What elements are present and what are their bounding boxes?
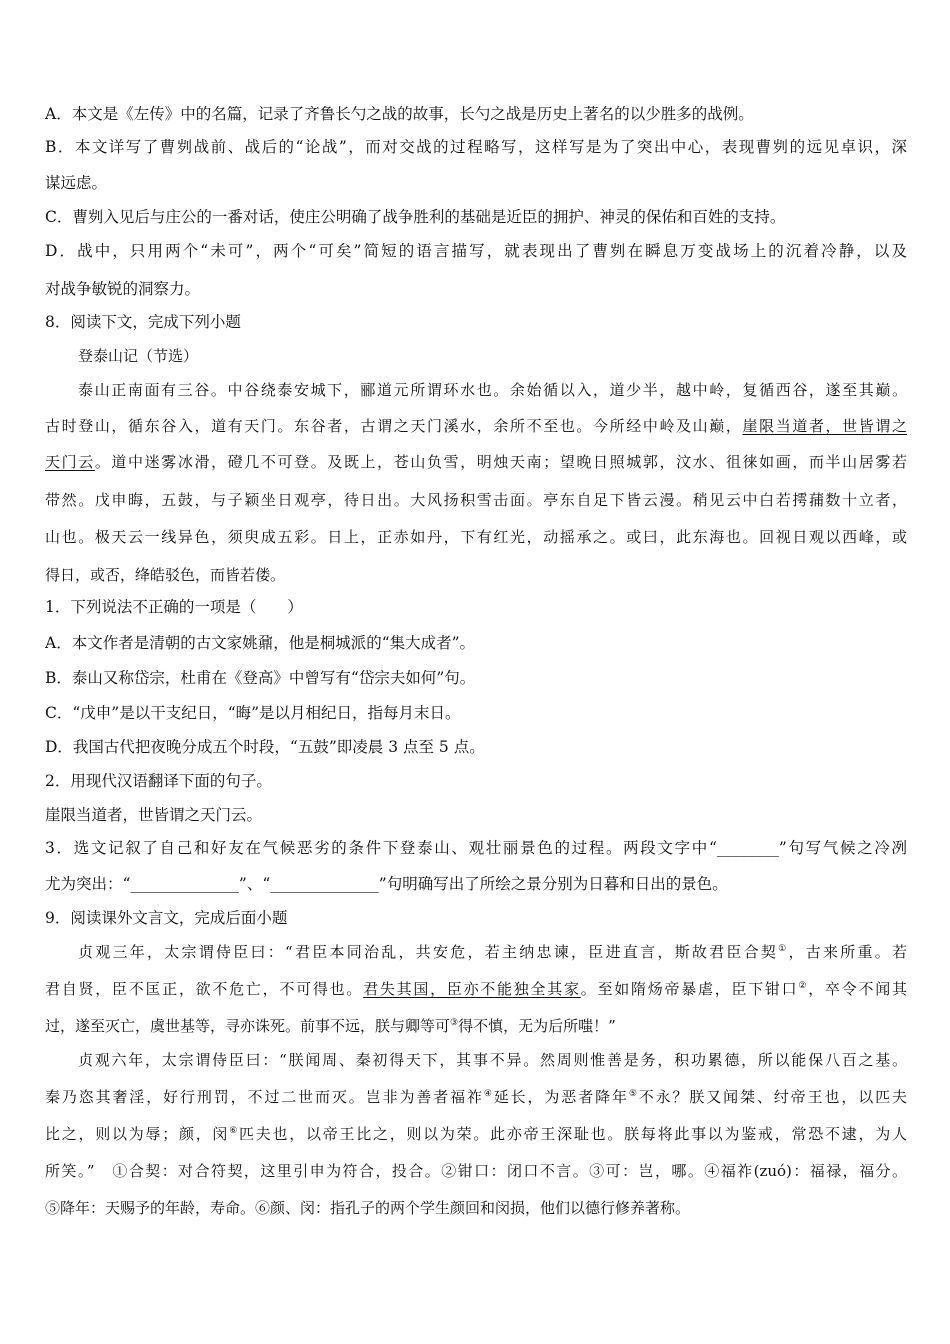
q9-a2-text: 君自贤，臣不匡正，欲不危亡，不可得也。 [45, 980, 364, 998]
q8-heading: 8．阅读下文，完成下列小题 [45, 313, 241, 331]
q9-passage-a-line1 [78, 941, 907, 963]
q8-passage-line6: 得日，或否，绛皓驳色，而皆若偻。 [45, 566, 286, 584]
q9-b3-tail: 匹夫也，以帝王比之，则以为荣。此亦帝王深耻也。朕每将此事以为鉴戒，常恐不逮，为人 [239, 1125, 907, 1143]
q9-passage-a-line3 [45, 1015, 907, 1037]
q8-passage-line4: 带然。戊申晦，五鼓，与子颖坐日观亭，待日出。大风扬积雪击面。亭东自足下皆云漫。稍见云中白若摴蒱数十立者， [45, 491, 907, 509]
q8-sub1-option-a: A．本文作者是清朝的古文家姚鼐，他是桐城派的“集大成者”。 [45, 634, 476, 652]
q9-b2-tail: 不永？朕又闻桀、纣帝王也，以匹夫 [638, 1088, 907, 1106]
q8-sub1-stem: 1．下列说法不正确的一项是（ ） [45, 598, 303, 616]
q7-option-a: A．本文是《左传》中的名篇，记录了齐鲁长勺之战的故事，长勺之战是历史上著名的以少胜多的战例。 [45, 105, 754, 123]
note-marker-4: ④ [483, 1089, 494, 1099]
q7-option-b-line2: 谋远虑。 [45, 174, 108, 192]
q9-notes-line2: ⑤降年：天赐予的年龄，寿命。⑥颜、闵：指孔子的两个学生颜回和闵损，他们以德行修养著称。 [45, 1199, 691, 1217]
q9-a1-tail: ，古来所重。若 [788, 943, 907, 961]
q9-passage-b-line3 [45, 1123, 907, 1145]
q8-passage-title: 登泰山记（节选） [78, 347, 199, 365]
q8-sub3-line2: 尤为突出：“______________”、“______________”句明确写出了所绘之景分别为日暮和日出的景色。 [45, 875, 728, 893]
q9-passage-a-line2 [45, 978, 907, 1000]
q7-option-c: C．曹刿入见后与庄公的一番对话，使庄公明确了战争胜利的基础是近臣的拥护、神灵的保佑和百姓的支持。 [45, 208, 786, 226]
q9-b3-text: 比之，则以为辱；颜，闵 [45, 1125, 230, 1143]
q8-passage-line3-text: 。道中迷雾冰滑，磴几不可登。及既上，苍山负雪，明烛天南；望晚日照城郭，汶水、徂徕如画，而半山居雾若 [94, 453, 907, 471]
q7-option-b-line1: B．本文详写了曹刿战前、战后的“论战”，而对交战的过程略写，这样写是为了突出中心，表现曹刿的远见卓识，深 [45, 138, 907, 156]
q9-a2-mid: 。至如隋炀帝暴虐，臣下钳口 [580, 980, 799, 998]
q9-passage-b-line2 [45, 1086, 907, 1108]
q8-sub1-option-d: D．我国古代把夜晚分成五个时段，“五鼓”即凌晨 3 点至 5 点。 [45, 738, 485, 756]
q9-b2-mid: 延长，为恶者降年 [493, 1088, 629, 1106]
q9-b2-text: 秦乃恣其奢淫，好行刑罚，不过二世而灭。岂非为善者福祚 [45, 1088, 484, 1106]
note-marker-1: ① [778, 944, 789, 954]
q9-a3-tail: 得不慎，无为后所嗤！” [458, 1017, 616, 1035]
note-marker-6: ⑥ [229, 1126, 239, 1136]
q8-sub3-line1: 3．选文记叙了自己和好友在气候恶劣的条件下登泰山、观壮丽景色的过程。两段文字中“________”句写气候之冷冽 [45, 839, 907, 857]
q8-sub1-option-b: B．泰山又称岱宗，杜甫在《登高》中曾写有“岱宗夫如何”句。 [45, 669, 476, 687]
q9-a1-text: 贞观三年，太宗谓侍臣曰：“君臣本同治乱，共安危，若主纳忠谏，臣进直言，斯故君臣合契 [78, 943, 779, 961]
q9-heading: 9．阅读课外文言文，完成后面小题 [45, 909, 288, 927]
q7-option-d-line2: 对战争敏锐的洞察力。 [45, 280, 201, 298]
note-marker-3: ③ [450, 1018, 459, 1028]
note-marker-2: ② [798, 981, 809, 991]
q8-passage-line2 [45, 415, 907, 437]
note-marker-5: ⑤ [628, 1089, 639, 1099]
q9-underlined-sentence: 君失其国，臣亦不能独全其家 [363, 980, 581, 998]
q9-passage-b-line4-notes: 所笑。” ①合契：对合符契，这里引申为符合，投合。②钳口：闭口不言。③可：岂，哪。④福祚(zuó)：福禄，福分。 [45, 1162, 907, 1180]
q8-sub2-sentence: 崖限当道者，世皆谓之天门云。 [45, 806, 263, 824]
q8-passage-line5: 山也。极天云一线异色，须臾成五彩。日上，正赤如丹，下有红光，动摇承之。或曰，此东海也。回视日观以西峰，或 [45, 528, 907, 546]
q9-passage-b-line1: 贞观六年，太宗谓侍臣曰：“朕闻周、秦初得天下，其事不异。然周则惟善是务，积功累德，所以能保八百之基。 [78, 1051, 907, 1069]
q8-passage-line2-text: 古时登山，循东谷入，道有天门。东谷者，古谓之天门溪水，余所不至也。今所经中岭及山巅， [45, 417, 743, 435]
q8-underlined-sentence-part1: 崖限当道者，世皆谓之 [742, 417, 907, 435]
q9-a2-tail: ，卒令不闻其 [808, 980, 907, 998]
q7-option-d-line1: D．战中，只用两个“未可”，两个“可矣”简短的语言描写，就表现出了曹刿在瞬息万变战场上的沉着冷静，以及 [45, 242, 907, 260]
q8-sub2-stem: 2．用现代汉语翻译下面的句子。 [45, 772, 272, 790]
q8-sub1-option-c: C．“戊申”是以干支纪日，“晦”是以月相纪日，指每月末日。 [45, 704, 461, 722]
q8-passage-line1: 泰山正南面有三谷。中谷绕泰安城下，郦道元所谓环水也。余始循以入，道少半，越中岭，复循西谷，遂至其巅。 [78, 381, 907, 399]
q8-passage-line3 [45, 451, 907, 473]
q9-a3-text: 过，遂至灭亡，虞世基等，寻亦诛死。前事不远，朕与卿等可 [45, 1017, 451, 1035]
q8-underlined-sentence-part2: 天门云 [45, 453, 95, 471]
